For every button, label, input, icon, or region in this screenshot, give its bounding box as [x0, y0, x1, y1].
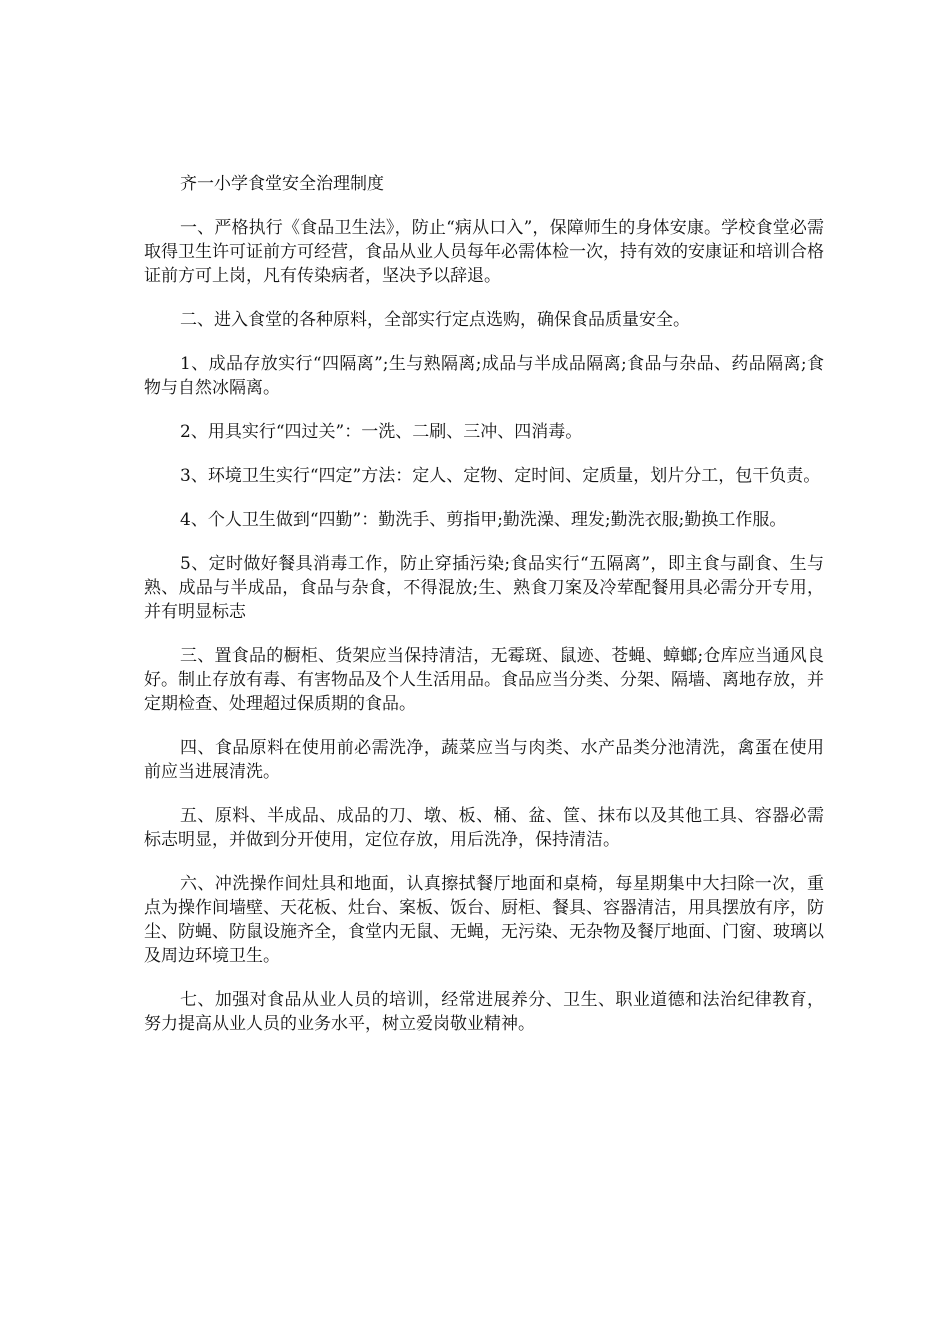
- paragraph-4: 2、用具实行“四过关”：一洗、二刷、三冲、四消毒。: [180, 422, 583, 442]
- paragraph-3: 1、成品存放实行“四隔离”;生与熟隔离;成品与半成品隔离;食品与杂品、药品隔离;食物与自然冰隔离。: [144, 354, 824, 398]
- document-title: 齐一小学食堂安全治理制度: [180, 174, 384, 194]
- paragraph-7: 5、定时做好餐具消毒工作，防止穿插污染;食品实行“五隔离”，即主食与副食、生与熟、成品与半成品，食品与杂食，不得混放;生、熟食刀案及冷荤配餐用具必需分开专用，并有明显标志: [144, 554, 824, 622]
- paragraph-5: 3、环境卫生实行“四定”方法：定人、定物、定时间、定质量，划片分工，包干负责。: [180, 466, 821, 486]
- paragraph-10: 五、原料、半成品、成品的刀、墩、板、桶、盆、筐、抹布以及其他工具、容器必需标志明显，并做到分开使用，定位存放，用后洗净，保持清洁。: [144, 806, 824, 850]
- paragraph-1: 一、严格执行《食品卫生法》，防止“病从口入”，保障师生的身体安康。学校食堂必需取得卫生许可证前方可经营，食品从业人员每年必需体检一次，持有效的安康证和培训合格证前方可上岗，凡有传染病者，坚决予以辞退。: [144, 218, 824, 286]
- paragraph-12: 七、加强对食品从业人员的培训，经常进展养分、卫生、职业道德和法治纪律教育，努力提高从业人员的业务水平，树立爱岗敬业精神。: [144, 990, 824, 1034]
- paragraph-11: 六、冲洗操作间灶具和地面，认真擦拭餐厅地面和桌椅，每星期集中大扫除一次，重点为操作间墙壁、天花板、灶台、案板、饭台、厨柜、餐具、容器清洁，用具摆放有序，防尘、防蝇、防鼠设施齐全，食堂内无鼠、无蝇，无污染、无杂物及餐厅地面、门窗、玻璃以及周边环境卫生。: [144, 874, 824, 966]
- paragraph-6: 4、个人卫生做到“四勤”：勤洗手、剪指甲;勤洗澡、理发;勤洗衣服;勤换工作服。: [180, 510, 787, 530]
- paragraph-2: 二、进入食堂的各种原料，全部实行定点选购，确保食品质量安全。: [180, 310, 690, 330]
- paragraph-9: 四、食品原料在使用前必需洗净，蔬菜应当与肉类、水产品类分池清洗，禽蛋在使用前应当进展清洗。: [144, 738, 824, 782]
- document-body: [144, 172, 824, 1056]
- paragraph-8: 三、置食品的橱柜、货架应当保持清洁，无霉斑、鼠迹、苍蝇、蟑螂;仓库应当通风良好。制止存放有毒、有害物品及个人生活用品。食品应当分类、分架、隔墙、离地存放，并定期检查、处理超过保质期的食品。: [144, 646, 824, 714]
